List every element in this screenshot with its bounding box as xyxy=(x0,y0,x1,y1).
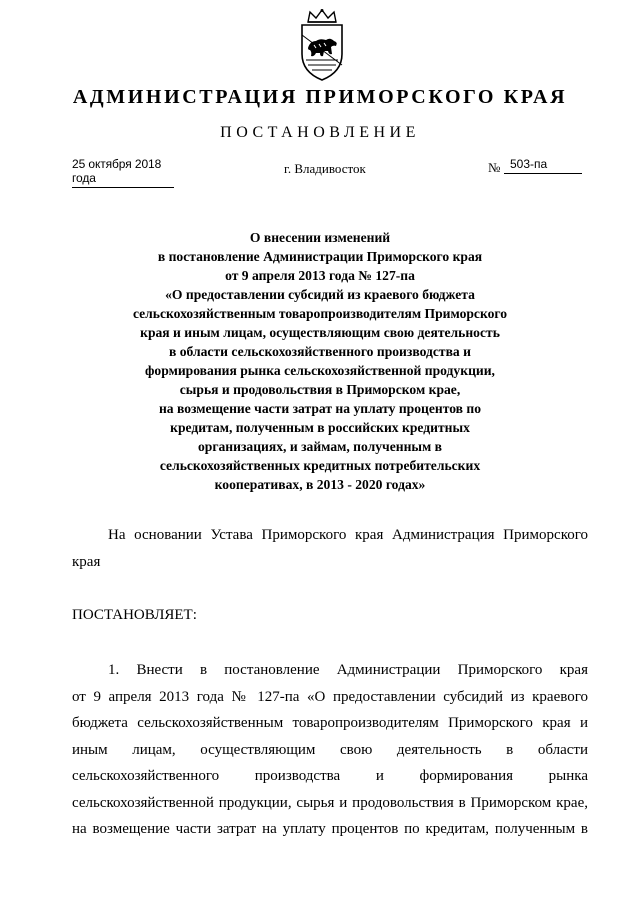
clause-1 xyxy=(72,657,588,843)
heading-line: формирования рынка сельскохозяйственной продукции, xyxy=(145,363,495,378)
document-heading xyxy=(90,228,550,494)
number-sign: № xyxy=(488,160,501,175)
heading-line: в постановление Администрации Приморского края xyxy=(157,249,483,264)
clause-line: сельскохозяйственного производства и формирования рынка xyxy=(72,768,588,784)
clause-line: от 9 апреля 2013 года № 127-па «О предоставлении субсидий из краевого xyxy=(72,688,588,705)
heading-line: кооперативах, в 2013 - 2020 годах» xyxy=(214,477,426,492)
heading-line: «О предоставлении субсидий из краевого бюджета xyxy=(165,287,475,302)
heading-line: края и иным лицам, осуществляющим свою деятельность xyxy=(140,325,500,340)
organization-title: АДМИНИСТРАЦИЯ ПРИМОРСКОГО КРАЯ xyxy=(72,86,568,108)
coat-of-arms-icon xyxy=(296,8,348,82)
clause-line: сельскохозяйственной продукции, сырья и продовольствия в Приморском крае, xyxy=(72,794,588,811)
clause-line: иным лицам, осуществляющим свою деятельность в области xyxy=(72,741,588,758)
document-number: 503-па xyxy=(504,157,582,174)
heading-line: организациях, и займам, полученным в xyxy=(197,439,443,454)
clause-line: 1. Внести в постановление Администрации Приморского края xyxy=(108,662,588,678)
decree-word: ПОСТАНОВЛЯЕТ: xyxy=(72,607,197,623)
heading-line: О внесении изменений xyxy=(249,230,391,245)
heading-line: сырья и продовольствия в Приморском крае, xyxy=(179,382,461,397)
heading-line: в области сельскохозяйственного производства и xyxy=(169,344,471,359)
heading-line: от 9 апреля 2013 года № 127-па xyxy=(225,268,415,283)
heading-line: сельскохозяйственным товаропроизводителям Приморского xyxy=(132,306,508,321)
heading-line: на возмещение части затрат на уплату процентов по xyxy=(158,401,482,416)
heading-line: кредитам, полученным в российских кредитных xyxy=(170,420,470,435)
document-type: ПОСТАНОВЛЕНИЕ xyxy=(220,124,420,141)
document-date: 25 октября 2018 года xyxy=(72,157,174,188)
basis-paragraph: На основании Устава Приморского края Администрация Приморского края xyxy=(72,527,588,570)
clause-line: бюджета сельскохозяйственным товаропроизводителям Приморского края и xyxy=(72,715,588,731)
document-city: г. Владивосток xyxy=(284,161,366,176)
clause-line: на возмещение части затрат на уплату процентов по кредитам, полученным в xyxy=(72,821,588,837)
heading-line: сельскохозяйственных кредитных потребительских xyxy=(159,458,481,473)
